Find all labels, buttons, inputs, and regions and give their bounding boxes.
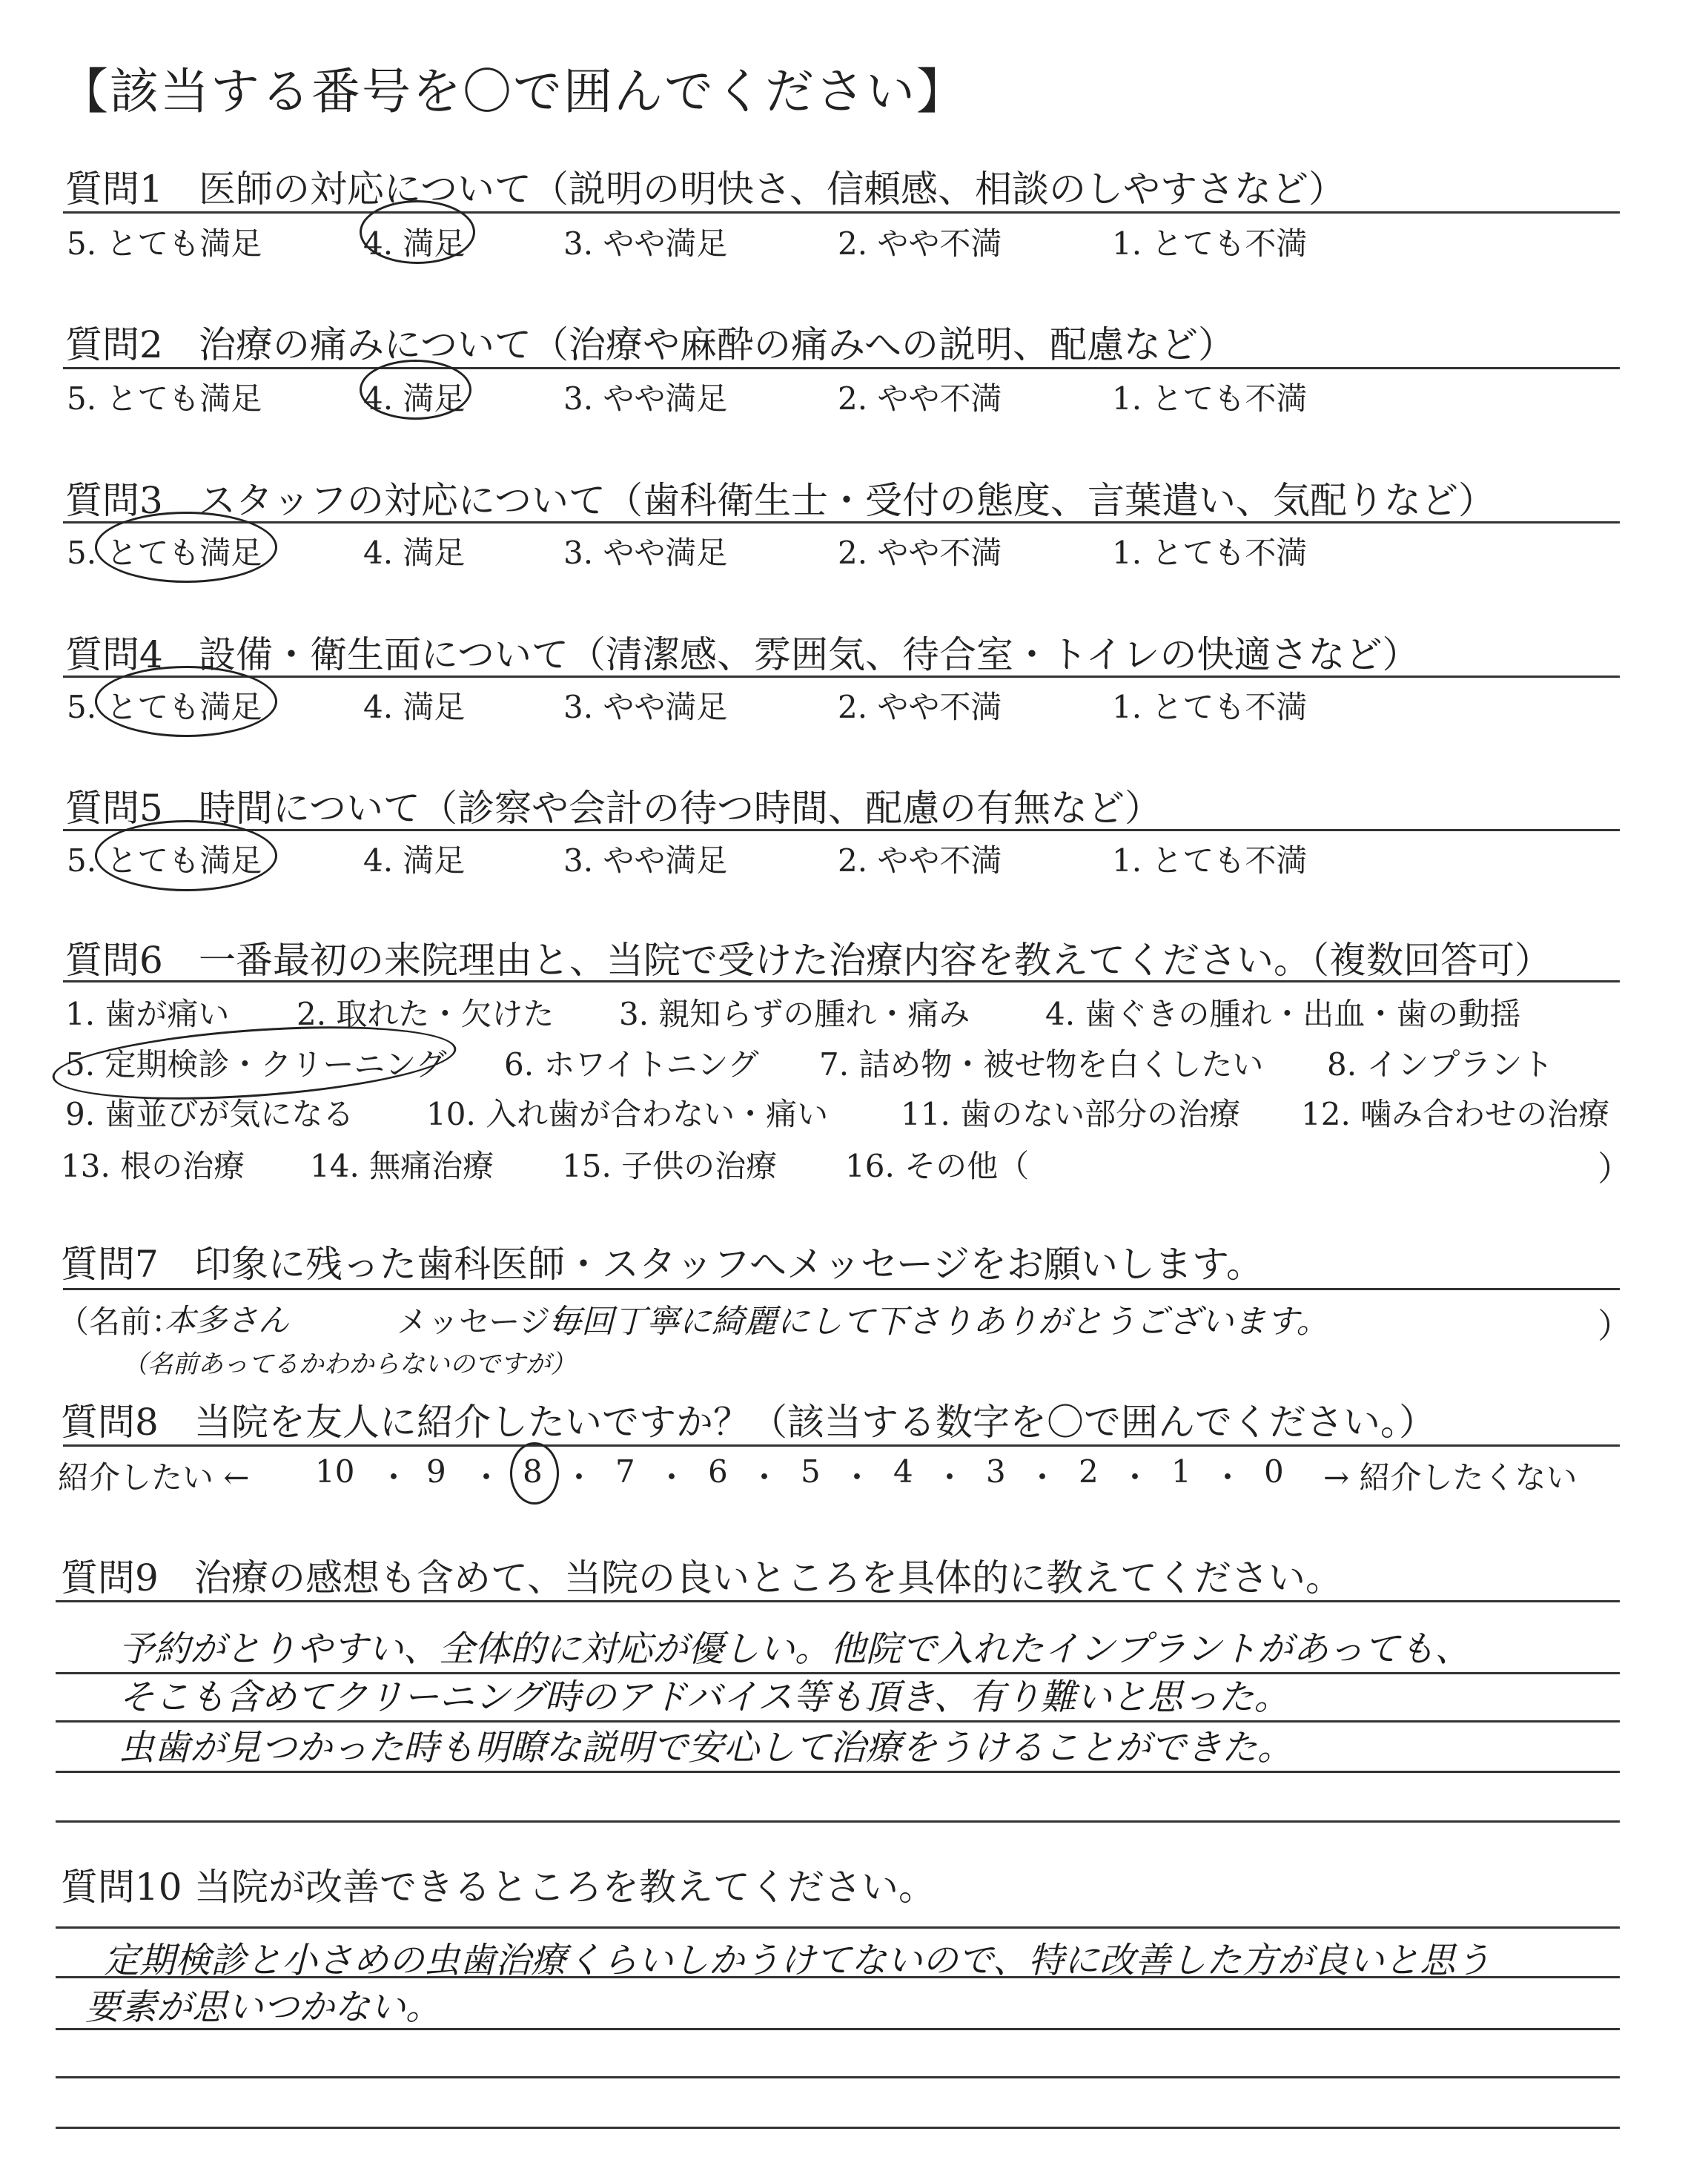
question-7-label: 質問7 <box>61 1243 159 1286</box>
q9-line-5 <box>56 1820 1620 1823</box>
q8-scale-1[interactable]: 1 <box>1171 1453 1191 1490</box>
q3-option-4[interactable]: 4. 満足 <box>363 535 466 571</box>
question-9-text: 治療の感想も含めて、当院の良いところを具体的に教えてください。 <box>194 1556 1343 1599</box>
q9-line-1 <box>56 1600 1620 1602</box>
q1-option-2[interactable]: 2. やや不満 <box>838 225 1002 262</box>
q2-selection-circle <box>360 360 471 420</box>
q2-option-2[interactable]: 2. やや不満 <box>838 380 1002 417</box>
q6-option-11[interactable]: 11. 歯のない部分の治療 <box>901 1096 1241 1132</box>
q9-line-4 <box>56 1771 1620 1773</box>
q8-dot: ・ <box>656 1459 688 1496</box>
q6-option-7[interactable]: 7. 詰め物・被せ物を白くしたい <box>819 1046 1264 1083</box>
q6-option-10[interactable]: 10. 入れ歯が合わない・痛い <box>426 1096 829 1132</box>
q2-option-1[interactable]: 1. とても不満 <box>1112 380 1308 417</box>
question-2-text: 治療の痛みについて（治療や麻酔の痛みへの説明、配慮など） <box>199 323 1235 366</box>
q6-other-close-paren: ） <box>1598 1149 1632 1189</box>
q1-selection-circle <box>360 200 475 264</box>
q6-option-12[interactable]: 12. 噛み合わせの治療 <box>1301 1096 1610 1132</box>
question-9-label: 質問9 <box>61 1556 159 1599</box>
q8-dot: ・ <box>378 1459 410 1496</box>
q4-selection-circle <box>95 666 277 737</box>
q1-option-5[interactable]: 5. とても満足 <box>67 225 262 262</box>
q4-option-4[interactable]: 4. 満足 <box>363 689 466 725</box>
question-6-text: 一番最初の来院理由と、当院で受けた治療内容を教えてください。（複数回答可） <box>199 939 1552 982</box>
q8-dot: ・ <box>1119 1459 1151 1496</box>
q10-line-4 <box>56 2076 1620 2078</box>
q6-option-4[interactable]: 4. 歯ぐきの腫れ・出血・歯の動揺 <box>1045 996 1521 1032</box>
q10-line-5 <box>56 2127 1620 2129</box>
q3-option-2[interactable]: 2. やや不満 <box>838 535 1002 571</box>
q8-dot: ・ <box>749 1459 781 1496</box>
q6-option-3[interactable]: 3. 親知らずの腫れ・痛み <box>619 996 970 1032</box>
q8-scale-5[interactable]: 5 <box>801 1453 821 1490</box>
q10-answer-line-1[interactable]: 定期検診と小さめの虫歯治療くらいしかうけてないので、特に改善した方が良いと思う <box>104 1940 1492 1981</box>
question-6-label: 質問6 <box>65 939 163 982</box>
q3-option-1[interactable]: 1. とても不満 <box>1112 535 1308 571</box>
question-6-rule <box>63 980 1620 982</box>
question-1-text: 医師の対応について（説明の明快さ、信頼感、相談のしやすさなど） <box>199 168 1345 211</box>
question-10-text: 当院が改善できるところを教えてください。 <box>194 1866 936 1909</box>
q3-option-5[interactable]: 5. とても満足 <box>67 535 262 571</box>
q6-option-1[interactable]: 1. 歯が痛い <box>65 996 230 1032</box>
q3-option-3[interactable]: 3. やや満足 <box>563 535 728 571</box>
q8-scale-8[interactable]: 8 <box>523 1453 543 1490</box>
question-2-label: 質問2 <box>65 323 163 366</box>
question-4-rule <box>63 676 1620 678</box>
question-3-rule <box>63 521 1620 524</box>
question-1-rule <box>63 211 1620 214</box>
q8-scale-7[interactable]: 7 <box>615 1453 635 1490</box>
question-8-text: 当院を友人に紹介したいですか？（該当する数字を〇で囲んでください。） <box>194 1401 1436 1444</box>
q8-dot: ・ <box>471 1459 503 1496</box>
q2-option-3[interactable]: 3. やや満足 <box>563 380 728 417</box>
question-5-rule <box>63 829 1620 831</box>
q5-option-1[interactable]: 1. とても不満 <box>1112 842 1308 879</box>
question-7-text: 印象に残った歯科医師・スタッフへメッセージをお願いします。 <box>194 1243 1263 1286</box>
q10-answer-line-2[interactable]: 要素が思いつかない。 <box>85 1986 442 2028</box>
question-8-rule <box>63 1444 1620 1447</box>
q7-message-label: メッセージ： <box>397 1304 582 1340</box>
q8-scale-2[interactable]: 2 <box>1079 1453 1099 1490</box>
q2-option-5[interactable]: 5. とても満足 <box>67 380 262 417</box>
q4-option-3[interactable]: 3. やや満足 <box>563 689 728 725</box>
q1-option-4[interactable]: 4. 満足 <box>363 225 466 262</box>
q7-name-note: （名前あってるかわからないのですが） <box>122 1350 576 1379</box>
q8-selection-circle <box>510 1442 559 1505</box>
q9-answer-line-1[interactable]: 予約がとりやすい、全体的に対応が優しい。他院で入れたインプラントがあっても、 <box>119 1628 1471 1670</box>
question-5-label: 質問5 <box>65 787 163 830</box>
q7-name-value[interactable]: 本多さん <box>165 1302 290 1338</box>
q7-close-paren: ） <box>1598 1306 1632 1346</box>
question-3-text: スタッフの対応について（歯科衛生士・受付の態度、言葉遣い、気配りなど） <box>199 479 1495 522</box>
q5-option-5[interactable]: 5. とても満足 <box>67 842 262 879</box>
q8-scale-4[interactable]: 4 <box>893 1453 913 1490</box>
question-4-text: 設備・衛生面について（清潔感、雰囲気、待合室・トイレの快適さなど） <box>199 633 1420 676</box>
q6-option-15[interactable]: 15. 子供の治療 <box>562 1148 778 1184</box>
q6-option-13[interactable]: 13. 根の治療 <box>61 1148 245 1184</box>
q1-option-1[interactable]: 1. とても不満 <box>1112 225 1308 262</box>
question-4-label: 質問4 <box>65 633 163 676</box>
q3-selection-circle <box>95 512 277 583</box>
q8-right-label: → 紹介したくない <box>1323 1459 1578 1496</box>
q5-option-3[interactable]: 3. やや満足 <box>563 842 728 879</box>
q6-option-16[interactable]: 16. その他（ <box>845 1148 1030 1184</box>
q7-name-label: （名前： <box>58 1304 183 1340</box>
q4-option-5[interactable]: 5. とても満足 <box>67 689 262 725</box>
q6-option-14[interactable]: 14. 無痛治療 <box>310 1148 494 1184</box>
q6-option-6[interactable]: 6. ホワイトニング <box>504 1046 759 1083</box>
q8-dot: ・ <box>563 1459 595 1496</box>
q4-option-2[interactable]: 2. やや不満 <box>838 689 1002 725</box>
q8-scale-0[interactable]: 0 <box>1264 1453 1284 1490</box>
page-title: 【該当する番号を〇で囲んでください】 <box>59 63 967 120</box>
q6-option-5[interactable]: 5. 定期検診・クリーニング <box>65 1046 447 1083</box>
q8-scale-9[interactable]: 9 <box>426 1453 446 1490</box>
q8-dot: ・ <box>934 1459 966 1496</box>
q1-option-3[interactable]: 3. やや満足 <box>563 225 728 262</box>
q7-message-value[interactable]: 毎回丁寧に綺麗にして下さりありがとうございます。 <box>549 1303 1329 1341</box>
q8-dot: ・ <box>1212 1459 1244 1496</box>
q10-line-1 <box>56 1926 1620 1929</box>
q6-option-8[interactable]: 8. インプラント <box>1327 1046 1554 1083</box>
question-2-rule <box>63 367 1620 369</box>
question-1-label: 質問1 <box>65 168 163 211</box>
question-5-text: 時間について（診察や会計の待つ時間、配慮の有無など） <box>199 787 1162 830</box>
q8-dot: ・ <box>841 1459 873 1496</box>
question-10-label: 質問10 <box>61 1866 182 1909</box>
q5-option-4[interactable]: 4. 満足 <box>363 842 466 879</box>
q8-scale-3[interactable]: 3 <box>986 1453 1006 1490</box>
q4-option-1[interactable]: 1. とても不満 <box>1112 689 1308 725</box>
q8-left-label: 紹介したい ← <box>58 1459 250 1496</box>
question-3-label: 質問3 <box>65 479 163 522</box>
q6-option-9[interactable]: 9. 歯並びが気になる <box>65 1096 354 1132</box>
q8-dot: ・ <box>1027 1459 1059 1496</box>
question-7-rule <box>63 1288 1620 1290</box>
q6-option-2[interactable]: 2. 取れた・欠けた <box>297 996 555 1032</box>
q9-answer-line-2[interactable]: そこも含めてクリーニング時のアドバイス等も頂き、有り難いと思った。 <box>119 1677 1290 1718</box>
q5-option-2[interactable]: 2. やや不満 <box>838 842 1002 879</box>
q2-option-4[interactable]: 4. 満足 <box>363 380 466 417</box>
q5-selection-circle <box>95 820 277 891</box>
q9-answer-line-3[interactable]: 虫歯が見つかった時も明瞭な説明で安心して治療をうけることができた。 <box>119 1727 1294 1768</box>
q8-scale-10[interactable]: 10 <box>315 1453 355 1490</box>
question-8-label: 質問8 <box>61 1401 159 1444</box>
q8-scale-6[interactable]: 6 <box>708 1453 728 1490</box>
